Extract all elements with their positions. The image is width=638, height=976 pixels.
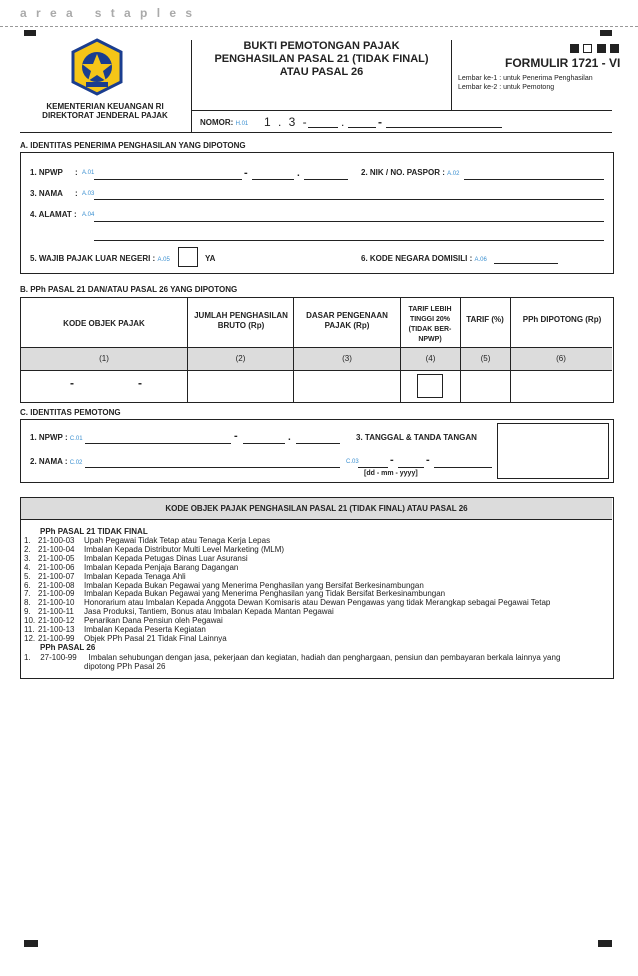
c-date-dd[interactable]: [358, 467, 388, 468]
code-desc: Objek PPh Pasal 21 Tidak Final Lainnya: [84, 633, 227, 643]
a-npwp-colon: :: [75, 168, 78, 177]
a-npwp-field-2[interactable]: [252, 179, 294, 180]
c-npwp-text: 1. NPWP :: [30, 433, 68, 442]
codes-group2-title: PPh PASAL 26: [40, 643, 96, 652]
a-negara-ref: A.06: [474, 257, 487, 263]
code-desc: Imbalan Kepada Distributor Multi Level Marketing (MLM): [84, 544, 285, 554]
code-no: 9.: [24, 607, 31, 617]
form-code: FORMULIR 1721 - VI: [505, 56, 621, 70]
code-desc: Penarikan Dana Pensiun oleh Pegawai: [84, 616, 223, 626]
b-header-bruto: JUMLAH PENGHASILAN BRUTO (Rp): [194, 311, 288, 330]
codes-group1-title: PPh PASAL 21 TIDAK FINAL: [40, 527, 148, 536]
b-row-dash-1: -: [70, 376, 74, 390]
logo: [68, 38, 126, 96]
code-no: 7.: [24, 589, 31, 599]
code-row: [24, 536, 270, 545]
code-no: 8.: [24, 598, 31, 608]
a-wpln-ya: YA: [205, 254, 216, 263]
ministry-name: [20, 102, 190, 120]
c-npwp-label: [30, 433, 83, 442]
a-wpln-text: 5. WAJIB PAJAK LUAR NEGERI :: [30, 254, 156, 263]
a-npwp-label: 1. NPWP: [30, 168, 63, 177]
c-npwp-ref: C.01: [69, 436, 83, 442]
c-date-ref: C.03: [346, 459, 359, 465]
b-num-2: (2): [235, 354, 246, 363]
nomor-label: [200, 118, 248, 127]
code-value: 21-100-12: [38, 616, 75, 626]
nomor-field-2[interactable]: [348, 127, 376, 128]
b-num-1: (1): [99, 354, 109, 363]
a-negara-label: [361, 254, 487, 263]
code-no: 11.: [24, 625, 35, 634]
nomor-field-1[interactable]: [308, 127, 338, 128]
code-no: 3.: [24, 553, 31, 563]
c-nama-field[interactable]: [85, 467, 340, 468]
a-nama-ref: A.03: [82, 191, 95, 197]
code-desc: Honorarium atau Imbalan Kepada Anggota Dewan Komisaris atau Dewan Pengawas yang tidak Merangkap sebagai Pegawai Tetap: [84, 598, 551, 608]
code-desc: Imbalan Kepada Petugas Dinas Luar Asuransi: [84, 553, 248, 563]
code-desc: Imbalan sehubungan dengan jasa, pekerjaan dan kegiatan, hadiah dan penghargaan, pensiun dan pembayaran berkala lainnya yang: [88, 653, 561, 662]
ministry-line2: DIREKTORAT JENDERAL PAJAK: [42, 111, 168, 120]
code-no: 5.: [24, 571, 31, 581]
code-row: [24, 563, 238, 572]
hline: [192, 110, 612, 111]
code-no: 6.: [24, 580, 31, 590]
c-signature-box[interactable]: [497, 423, 609, 479]
a-wpln-ref: A.05: [157, 257, 170, 263]
code-row: [24, 545, 284, 554]
c-npwp-dash: -: [234, 430, 238, 442]
section-b-title: B. PPh PASAL 21 DAN/ATAU PASAL 26 YANG DIPOTONG: [20, 285, 238, 294]
nomor-text: NOMOR:: [200, 118, 234, 127]
code-desc: Imbalan Kepada Peserta Kegiatan: [84, 625, 206, 634]
c-npwp-field-1[interactable]: [85, 443, 231, 444]
code-value: 21-100-04: [38, 544, 75, 554]
nomor-dash: -: [378, 115, 382, 129]
code-value: 21-100-13: [38, 625, 75, 634]
code-no: 1.: [24, 536, 31, 545]
code-desc-cont: dipotong PPh Pasal 26: [84, 662, 166, 671]
b-header-tarif-lebih: TARIF LEBIH TINGGI 20% (TIDAK BER- NPWP): [408, 306, 452, 343]
code-no: 4.: [24, 562, 31, 572]
a-alamat-field-1[interactable]: [94, 221, 604, 222]
c-date-dash-2: -: [426, 454, 430, 466]
b-num-3: (3): [342, 354, 352, 363]
corner-mark: [600, 30, 612, 36]
a-wpln-label: [30, 254, 170, 263]
c-nama-text: 2. NAMA :: [30, 457, 68, 466]
code-row: [24, 589, 445, 598]
a-nama-colon: :: [75, 189, 78, 198]
code-desc: Imbalan Kepada Bukan Pegawai yang Menerima Penghasilan yang Bersifat Berkesinambungan: [84, 580, 424, 590]
code-value: 21-100-10: [38, 598, 75, 608]
section-a-title: A. IDENTITAS PENERIMA PENGHASILAN YANG DIPOTONG: [20, 141, 246, 150]
a-npwp-field-3[interactable]: [304, 179, 348, 180]
c-npwp-dot: .: [288, 432, 291, 443]
a-alamat-label: 4. ALAMAT :: [30, 210, 77, 219]
code-row-cont: [84, 662, 165, 671]
section-c-title: C. IDENTITAS PEMOTONG: [20, 408, 121, 417]
b-header-tarif: TARIF (%): [466, 315, 504, 324]
c-date-mm[interactable]: [398, 467, 424, 468]
nomor-ref: H.01: [235, 121, 249, 127]
code-value: 21-100-08: [38, 580, 75, 590]
ministry-line1: KEMENTERIAN KEUANGAN RI: [46, 102, 164, 111]
c-date-yyyy[interactable]: [434, 467, 492, 468]
code-desc: Upah Pegawai Tidak Tetap atau Tenaga Kerja Lepas: [84, 536, 271, 545]
a-negara-text: 6. KODE NEGARA DOMISILI :: [361, 254, 473, 263]
c-nama-ref: C.02: [69, 460, 83, 466]
a-nik-ref: A.02: [447, 171, 460, 177]
vline: [451, 40, 452, 110]
a-npwp-ref: A.01: [82, 170, 95, 176]
c-date-format: [dd - mm - yyyy]: [364, 470, 418, 477]
hline: [20, 132, 612, 133]
a-nik-field[interactable]: [464, 179, 604, 180]
title-line2: PENGHASILAN PASAL 21 (TIDAK FINAL): [214, 53, 429, 65]
c-nama-label: [30, 457, 82, 466]
b-tarif-lebih-checkbox[interactable]: [417, 374, 443, 398]
code-row: [24, 607, 334, 616]
form-title: [192, 40, 451, 79]
code-no: 2.: [24, 544, 31, 554]
nomor-dot: .: [341, 115, 345, 129]
a-wpln-checkbox[interactable]: [178, 247, 198, 267]
dashed-line: [0, 26, 638, 27]
a-alamat-ref: A.04: [82, 212, 95, 218]
b-num-5: (5): [480, 354, 491, 363]
b-header-dpp: DASAR PENGENAAN PAJAK (Rp): [306, 311, 388, 330]
code-no: 12.: [24, 633, 36, 643]
nomor-prefix: 1 . 3 -: [264, 115, 309, 129]
corner-mark: [24, 940, 38, 947]
a-npwp-dot: .: [297, 168, 300, 179]
c-ttd-label: 3. TANGGAL & TANDA TANGAN: [356, 433, 477, 442]
code-value: 21-100-07: [38, 571, 75, 581]
lembar-2: Lembar ke-2 : untuk Pemotong: [458, 84, 555, 91]
code-row: [24, 598, 550, 607]
code-value: 21-100-03: [38, 536, 75, 545]
c-date-dash-1: -: [390, 454, 394, 466]
staples-label: a r e a s t a p l e s: [20, 6, 196, 20]
b-num-6: (6): [556, 354, 566, 363]
code-value: 21-100-09: [38, 589, 75, 599]
a-nama-field[interactable]: [94, 199, 604, 200]
a-nik-label: [361, 168, 459, 177]
code-no: 1.: [24, 653, 31, 662]
a-alamat-field-2[interactable]: [94, 240, 604, 241]
code-value: 21-100-11: [38, 607, 74, 617]
a-negara-field[interactable]: [494, 263, 558, 264]
codes-title: KODE OBJEK PAJAK PENGHASILAN PASAL 21 (TIDAK FINAL) ATAU PASAL 26: [165, 504, 468, 513]
code-row: [24, 581, 424, 590]
title-line3: ATAU PASAL 26: [279, 66, 364, 78]
code-row: [24, 653, 560, 662]
code-value: 21-100-06: [38, 562, 75, 572]
code-row: [24, 634, 227, 643]
code-desc: Jasa Produksi, Tantiem, Bonus atau Imbalan Kepada Mantan Pegawai: [84, 607, 334, 617]
corner-mark: [598, 940, 612, 947]
a-npwp-dash: -: [244, 167, 248, 179]
corner-mark: [24, 30, 36, 36]
a-nama-label: 3. NAMA: [30, 189, 63, 198]
c-npwp-field-2[interactable]: [243, 443, 285, 444]
code-desc: Imbalan Kepada Tenaga Ahli: [84, 571, 186, 581]
lembar-1: Lembar ke-1 : untuk Penerima Penghasilan: [458, 75, 593, 82]
code-no: 10.: [24, 616, 36, 626]
a-nik-text: 2. NIK / NO. PASPOR :: [361, 168, 445, 177]
nomor-field-3[interactable]: [386, 127, 502, 128]
code-value: 21-100-99: [38, 633, 75, 643]
code-row: [24, 572, 186, 581]
code-desc: Imbalan Kepada Bukan Pegawai yang Menerima Penghasilan yang Tidak Bersifat Berkesinambungan: [84, 589, 446, 599]
code-row: [24, 625, 206, 634]
a-npwp-field-1[interactable]: [94, 179, 242, 180]
b-header-pph: PPh DIPOTONG (Rp): [522, 315, 602, 324]
code-desc: Imbalan Kepada Penjaja Barang Dagangan: [84, 562, 239, 572]
code-value: 21-100-05: [38, 553, 75, 563]
c-npwp-field-3[interactable]: [296, 443, 340, 444]
title-line1: BUKTI PEMOTONGAN PAJAK: [243, 40, 400, 52]
b-num-4: (4): [425, 354, 436, 363]
code-row: [24, 616, 223, 625]
b-row-dash-2: -: [138, 376, 142, 390]
code-row: [24, 554, 248, 563]
code-value: 27-100-99: [40, 653, 77, 662]
b-header-kode: KODE OBJEK PAJAK: [63, 319, 145, 328]
